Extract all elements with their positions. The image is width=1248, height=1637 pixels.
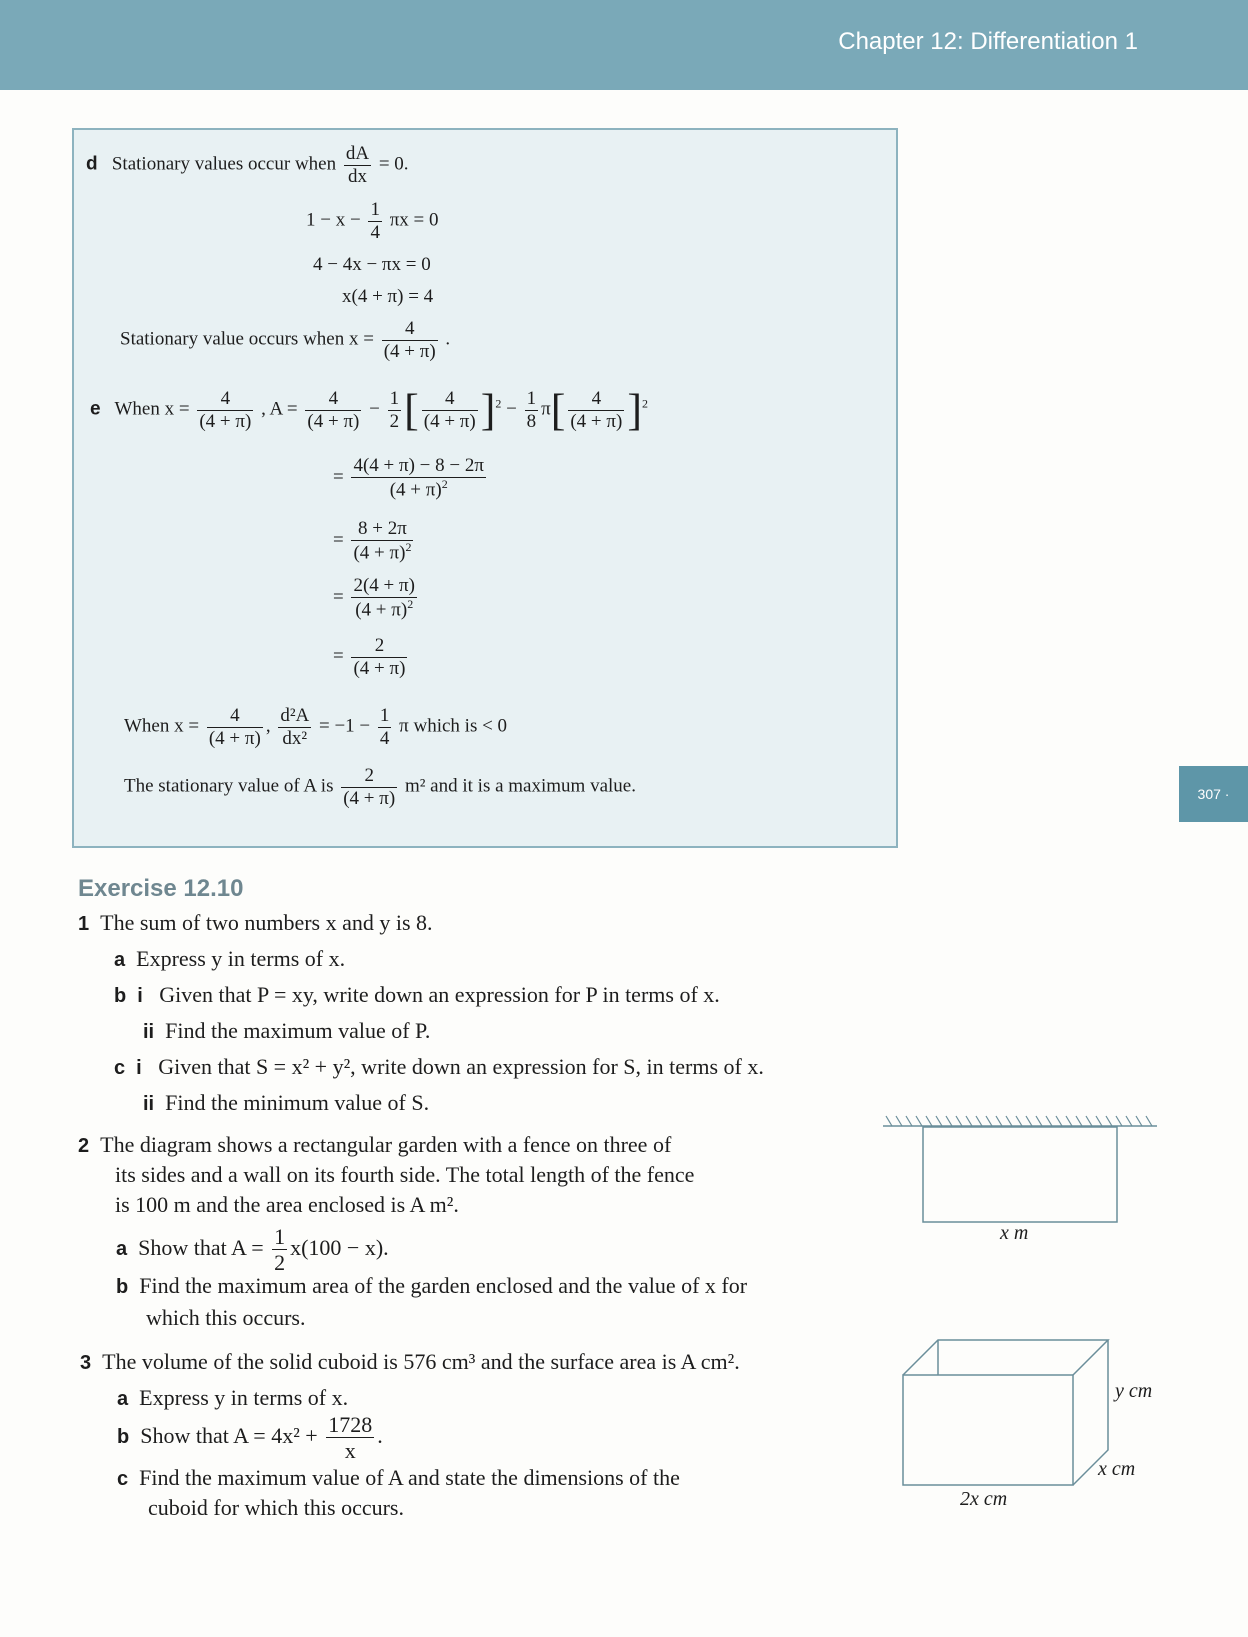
wall-hatch-mark — [1126, 1116, 1132, 1126]
wall-hatch-mark — [986, 1116, 992, 1126]
wall-hatch-mark — [1136, 1116, 1142, 1126]
garden-width-label: x m — [1000, 1222, 1029, 1244]
dA-dx-fraction: $\frac{dA}{dx}$ — [345, 143, 370, 187]
wall-hatch-mark — [896, 1116, 902, 1126]
solution-d-line3: x(4 + π) = 4 — [342, 286, 434, 307]
wall-hatch-mark — [936, 1116, 942, 1126]
question-3: 3 The volume of the solid cuboid is 576 cm³ and the surface area is A cm². — [80, 1349, 740, 1374]
solution-e-line1: e When x = $\frac{4}{(4 + \pi)}$ , A = $\frac{4}{(4 + \pi)}$ − $\frac{1}{2}$ [ $\frac{4}{(4 + \pi)}$ ]$^2$ − $\frac{1}{8}$ π[ $\frac{4}{(4 + \pi)}$ ]$^2$ — [90, 385, 648, 435]
wall-hatch-mark — [1096, 1116, 1102, 1126]
question-1ci: c i Given that S = x² + y², write down an expression for S, in terms of x. — [114, 1054, 764, 1079]
cuboid-y-label: y cm — [1115, 1380, 1153, 1402]
wall-hatch-mark — [1066, 1116, 1072, 1126]
wall-hatch-mark — [886, 1116, 892, 1126]
question-1cii: ii Find the minimum value of S. — [143, 1090, 430, 1115]
wall-hatch-mark — [1016, 1116, 1022, 1126]
solution-e-second-derivative: When x = $\frac{4}{(4 + \pi)}$ , $\frac{\text{d²A}}{\text{dx²}}$ = −1 − $\frac{1}{4}$ π which is < 0 — [124, 705, 508, 749]
solution-d-line1: 1 − x − $\frac{1}{4}$ πx = 0 — [306, 199, 439, 243]
question-3a: a Express y in terms of x. — [117, 1385, 349, 1410]
question-1bi: b i Given that P = xy, write down an expression for P in terms of x. — [114, 982, 720, 1007]
question-2b: b Find the maximum area of the garden enclosed and the value of x for — [116, 1273, 748, 1298]
question-2-line3: is 100 m and the area enclosed is A m². — [115, 1192, 459, 1217]
question-3c: c Find the maximum value of A and state the dimensions of the — [117, 1465, 680, 1490]
wall-hatch-mark — [956, 1116, 962, 1126]
wall-hatch-mark — [966, 1116, 972, 1126]
solution-e-step4: = $\frac{2}{(4 + \pi)}$ — [333, 635, 406, 679]
question-2-line1: 2 The diagram shows a rectangular garden with a fence on three of — [78, 1132, 672, 1157]
exercise-title: Exercise 12.10 — [78, 875, 244, 902]
wall-hatch-mark — [1036, 1116, 1042, 1126]
question-2a: a Show that A = $\frac{1}{2}$ x(100 − x). — [116, 1224, 389, 1276]
solution-e-step1: = $\frac{4(4 + \pi) - 8 - 2\pi}{(4 + \pi)^2}$ — [333, 455, 484, 501]
wall-hatch-mark — [1146, 1116, 1152, 1126]
wall-hatch-mark — [976, 1116, 982, 1126]
solution-d-line2: 4 − 4x − πx = 0 — [313, 254, 431, 275]
wall-hatch-mark — [1056, 1116, 1062, 1126]
cuboid-x-label: x cm — [1098, 1458, 1136, 1480]
wall-hatch-mark — [1086, 1116, 1092, 1126]
question-2-line2: its sides and a wall on its fourth side. The total length of the fence — [115, 1162, 695, 1187]
wall-hatch-mark — [906, 1116, 912, 1126]
wall-hatch-mark — [1006, 1116, 1012, 1126]
cuboid-diagram — [895, 1335, 1125, 1495]
question-1: 1 The sum of two numbers x and y is 8. — [78, 910, 433, 935]
wall-hatch-mark — [1106, 1116, 1112, 1126]
question-1a: a Express y in terms of x. — [114, 946, 346, 971]
cuboid-2x-label: 2x cm — [960, 1488, 1008, 1510]
wall-hatch-mark — [926, 1116, 932, 1126]
wall-hatch-mark — [996, 1116, 1002, 1126]
question-3b: b Show that A = 4x² + $\frac{1728}{x}$ . — [117, 1412, 383, 1464]
wall-hatch-mark — [1046, 1116, 1052, 1126]
wall-hatch-mark — [946, 1116, 952, 1126]
solution-d-conclusion: Stationary value occurs when x = $\frac{4}{(4 + \pi)}$ . — [120, 318, 451, 362]
wall-hatch-mark — [1026, 1116, 1032, 1126]
chapter-title: Chapter 12: Differentiation 1 — [838, 28, 1138, 55]
page-number-tab: 307 · — [1179, 766, 1248, 822]
question-1bii: ii Find the maximum value of P. — [143, 1018, 431, 1043]
chapter-header-bar — [0, 0, 1248, 90]
solution-e-step3: = $\frac{2(4 + \pi)}{(4 + \pi)^2}$ — [333, 575, 415, 621]
wall-hatch-mark — [916, 1116, 922, 1126]
wall-hatch-mark — [1076, 1116, 1082, 1126]
wall-hatch-mark — [1116, 1116, 1122, 1126]
solution-d-intro: d Stationary values occur when $\frac{dA}{dx}$ = 0. — [86, 143, 409, 187]
solution-e-final: The stationary value of A is $\frac{2}{(4 + \pi)}$ m² and it is a maximum value. — [124, 765, 636, 809]
question-3c-cont: cuboid for which this occurs. — [148, 1495, 404, 1520]
question-2b-cont: which this occurs. — [146, 1305, 306, 1330]
solution-e-step2: = $\frac{8 + 2\pi}{(4 + \pi)^2}$ — [333, 518, 412, 564]
